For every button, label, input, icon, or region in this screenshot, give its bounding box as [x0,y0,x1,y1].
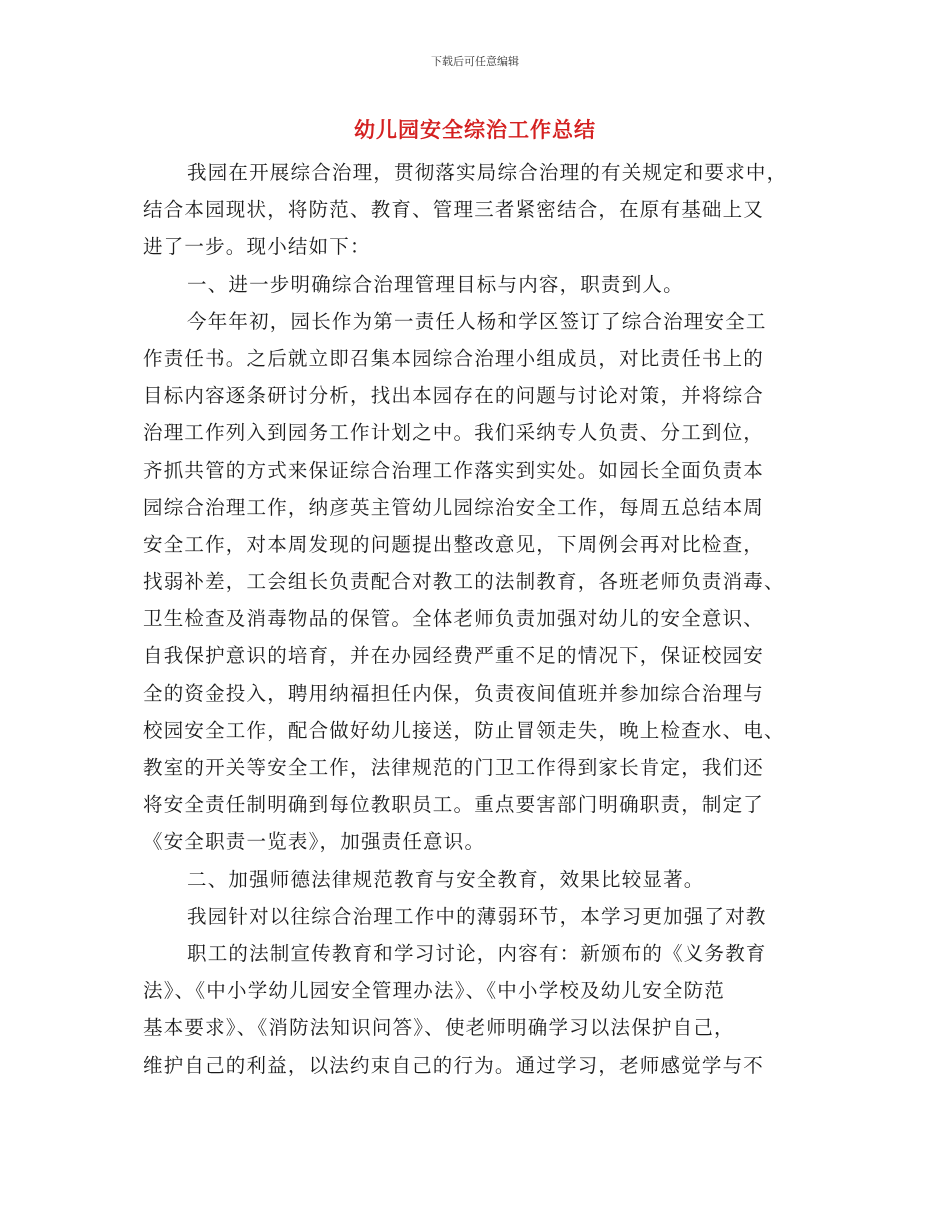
body-line: 齐抓共管的方式来保证综合治理工作落实到实处。如园长全面负责本 [143,458,765,482]
body-line: 自我保护意识的培育，并在办园经费严重不足的情况下，保证校园安 [143,644,765,668]
body-line: 我园在开展综合治理，贯彻落实局综合治理的有关规定和要求中， [187,161,788,184]
body-line: 进了一步。现小结如下： [143,235,371,259]
body-line: 一、进一步明确综合治理管理目标与内容，职责到人。 [187,272,684,296]
body-line: 校园安全工作，配合做好幼儿接送，防止冒领走失，晚上检查水、电、 [143,718,785,742]
body-line: 治理工作列入到园务工作计划之中。我们采纳专人负责、分工到位， [143,421,765,445]
body-line: 卫生检查及消毒物品的保管。全体老师负责加强对幼儿的安全意识、 [143,607,765,631]
body-line: 目标内容逐条研讨分析，找出本园存在的问题与讨论对策，并将综合 [143,384,765,408]
header-note: 下载后可任意编辑 [431,55,519,68]
document-body [143,154,813,1084]
body-line: 教室的开关等安全工作，法律规范的门卫工作得到家长肯定，我们还 [143,756,765,779]
body-line: 我园针对以往综合治理工作中的薄弱环节，本学习更加强了对教 [187,904,767,928]
body-line: 维护自己的利益，以法约束自己的行为。通过学习，老师感觉学与不 [143,1053,765,1077]
body-line: 职工的法制宣传教育和学习讨论，内容有：新颁布的《义务教育 [187,941,767,965]
body-line: 法》、《中小学幼儿园安全管理办法》、《中小学校及幼儿安全防范 [143,979,726,1003]
body-line: 全的资金投入，聘用纳福担任内保，负责夜间值班并参加综合治理与 [143,681,765,705]
body-line: 将安全责任制明确到每位教职员工。重点要害部门明确职责，制定了 [143,793,765,817]
body-line: 找弱补差，工会组长负责配合对教工的法制教育，各班老师负责消毒、 [143,570,785,594]
body-line: 今年年初，园长作为第一责任人杨和学区签订了综合治理安全工 [187,309,767,333]
body-line: 园综合治理工作，纳彦英主管幼儿园综治安全工作，每周五总结本周 [143,495,765,519]
body-line: 作责任书。之后就立即召集本园综合治理小组成员，对比责任书上的 [143,346,765,370]
body-line: 《安全职责一览表》，加强责任意识。 [143,830,486,854]
body-line: 二、加强师德法律规范教育与安全教育，效果比较显著。 [187,867,705,891]
body-line: 安全工作，对本周发现的问题提出整改意见，下周例会再对比检查， [143,532,765,556]
body-line: 基本要求》、《消防法知识问答》、使老师明确学习以法保护自己， [143,1016,735,1040]
body-line: 结合本园现状，将防范、教育、管理三者紧密结合，在原有基础上又 [143,198,765,222]
document-title: 幼儿园安全综治工作总结 [354,118,596,142]
